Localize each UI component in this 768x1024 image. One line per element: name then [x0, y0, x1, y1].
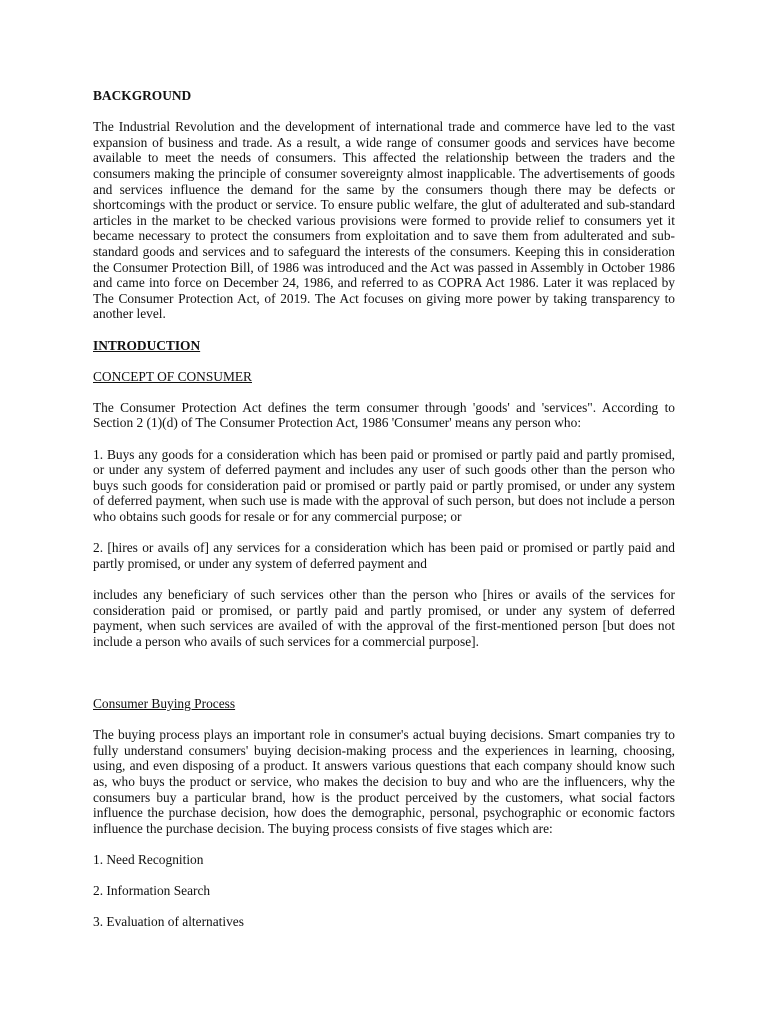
buying-process-heading: Consumer Buying Process: [93, 695, 236, 711]
introduction-paragraph: The Consumer Protection Act defines the term consumer through 'goods' and 'services". According to Section 2 (1)(d) of The Consumer Protection Act, 1986 'Consumer' means any person who:: [93, 399, 675, 431]
buying-process-paragraph: The buying process plays an important role in consumer's actual buying decisions. Smart companies try to fully understand consumers' buying decision-making process and the experiences in learning, choosing, using, and even disposing of a product. It answers various questions that each company should know such as, who buys the product or service, who makes the decision to buy and who are the influencers, why the consumers buy a particular brand, how is the product perceived by the customers, what social factors influence the purchase decision, how does the demographic, personal, psychographic or economic factors influence the purchase decision. The buying process consists of five stages which are:: [93, 727, 675, 836]
background-heading: BACKGROUND: [93, 88, 192, 103]
stage-evaluation-of-alternatives: 3. Evaluation of alternatives: [93, 914, 244, 930]
document-page: [93, 88, 675, 930]
background-paragraph: The Industrial Revolution and the development of international trade and commerce have led to the vast expansion of business and trade. As a result, a wide range of consumer goods and services have become available to meet the needs of consumers. This affected the relationship between the traders and the consumers making the principle of consumer sovereignty almost inapplicable. The advertisements of goods and services influence the demand for the same by the consumers though there may be defects or shortcomings with the product or service. To ensure public welfare, the glut of adulterated and sub-standard articles in the market to be checked various provisions were formed to provide relief to consumers yet it became necessary to protect the consumers from exploitation and to save them from adulterated and sub-standard goods and services and to safeguard the interests of the consumers. Keeping this in consideration the Consumer Protection Bill, of 1986 was introduced and the Act was passed in Assembly in October 1986 and came into force on December 24, 1986, and referred to as COPRA Act 1986. Later it was replaced by The Consumer Protection Act, of 2019. The Act focuses on giving more power by taking transparency to another level.: [93, 119, 675, 322]
consumer-clause-2-continuation: includes any beneficiary of such services other than the person who [hires or avails of the services for consideration paid or promised, or partly paid and partly promised, or under any system of deferred payment, when such services are availed of with the approval of the first-mentioned person [but does not include a person who avails of such services for a commercial purpose].: [93, 587, 675, 649]
introduction-heading: INTRODUCTION: [93, 337, 201, 353]
consumer-clause-2: 2. [hires or avails of] any services for a consideration which has been paid or promised or partly paid and partly promised, or under any system of deferred payment and: [93, 540, 675, 571]
consumer-clause-1: 1. Buys any goods for a consideration which has been paid or promised or partly paid and partly promised, or under any system of deferred payment and includes any user of such goods other than the person who buys such goods for consideration paid or promised or partly paid or partly promised, or under any system of deferred payment, when such use is made with the approval of such person, but does not include a person who obtains such goods for resale or for any commercial purpose; or: [93, 446, 675, 525]
concept-of-consumer-heading: CONCEPT OF CONSUMER: [93, 368, 252, 384]
stage-information-search: 2. Information Search: [93, 883, 211, 899]
stage-need-recognition: 1. Need Recognition: [93, 851, 204, 867]
